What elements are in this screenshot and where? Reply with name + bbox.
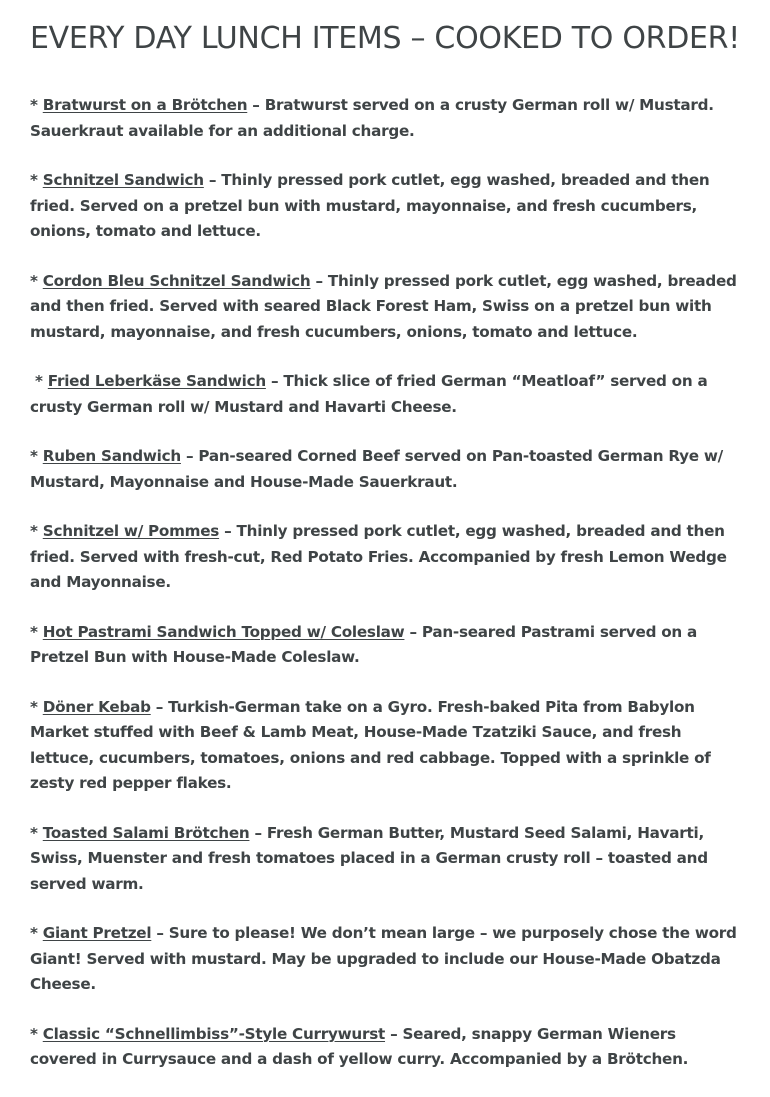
item-name: Hot Pastrami Sandwich Topped w/ Coleslaw xyxy=(42,622,405,641)
page-title: EVERY DAY LUNCH ITEMS – COOKED TO ORDER! xyxy=(30,21,740,56)
item-description: Thinly pressed pork cutlet, egg washed, breaded and then fried. Served on a pretzel bun with mustard, mayonnaise, and fresh cucumbers, onions, tomato and lettuce. xyxy=(30,171,710,240)
separator: – xyxy=(265,372,284,390)
menu-item xyxy=(30,695,745,797)
menu-item xyxy=(30,519,745,596)
menu-item xyxy=(30,369,745,420)
bullet: * xyxy=(30,271,38,290)
separator: – xyxy=(404,622,422,641)
menu-list xyxy=(30,93,745,1073)
menu-item xyxy=(30,93,745,144)
menu-item xyxy=(30,620,745,671)
bullet: * xyxy=(30,171,38,189)
item-description: Thinly pressed pork cutlet, egg washed, breaded and then fried. Served with fresh-cut, Red Potato Fries. Accompanied by fresh Lemon Wedge and Mayonnaise. xyxy=(30,522,727,591)
item-name: Döner Kebab xyxy=(42,697,151,716)
item-description: Seared, snappy German Wieners covered in Currysauce and a dash of yellow curry. Accompanied by a Brötchen. xyxy=(30,1024,689,1068)
item-name: Ruben Sandwich xyxy=(42,447,181,465)
menu-content xyxy=(30,18,745,1097)
menu-item xyxy=(30,821,745,898)
item-description: Pan-seared Corned Beef served on Pan-toasted German Rye w/ Mustard, Mayonnaise and House-Made Sauerkraut. xyxy=(30,447,723,491)
menu-item xyxy=(30,269,745,346)
item-description: Thinly pressed pork cutlet, egg washed, breaded and then fried. Served with seared Black Forest Ham, Swiss on a pretzel bun with mustard, mayonnaise, and fresh cucumbers, onions, tomato and lettuce. xyxy=(30,271,737,341)
bullet: * xyxy=(30,1024,38,1043)
separator: – xyxy=(150,697,169,716)
separator: – xyxy=(385,1024,403,1043)
separator: – xyxy=(151,924,169,942)
menu-item xyxy=(30,921,745,998)
separator: – xyxy=(247,96,265,114)
menu-item xyxy=(30,1022,745,1073)
item-description: Turkish-German take on a Gyro. Fresh-baked Pita from Babylon Market stuffed with Beef & Lamb Meat, House-Made Tzatziki Sauce, and fresh lettuce, cucumbers, tomatoes, onions and red cabbage. Topped with a sprinkle of zesty red pepper flakes. xyxy=(30,697,711,792)
item-description: Sure to please! We don’t mean large – we purposely chose the word Giant! Served with mustard. May be upgraded to include our House-Made Obatzda Cheese. xyxy=(30,924,737,993)
item-description: Thick slice of fried German “Meatloaf” served on a crusty German roll w/ Mustard and Havarti Cheese. xyxy=(30,372,708,416)
separator: – xyxy=(310,271,328,290)
bullet: * xyxy=(30,697,38,716)
item-name: Toasted Salami Brötchen xyxy=(42,823,250,842)
item-name: Bratwurst on a Brötchen xyxy=(42,96,248,114)
bullet: * xyxy=(30,924,38,942)
bullet: * xyxy=(30,447,38,465)
separator: – xyxy=(249,823,267,842)
item-name: Schnitzel w/ Pommes xyxy=(42,522,220,540)
item-description: Pan-seared Pastrami served on a Pretzel Bun with House-Made Coleslaw. xyxy=(30,622,698,666)
bullet: * xyxy=(30,823,38,842)
item-name: Cordon Bleu Schnitzel Sandwich xyxy=(42,271,311,290)
bullet: * xyxy=(30,96,38,114)
item-description: Fresh German Butter, Mustard Seed Salami, Havarti, Swiss, Muenster and fresh tomatoes placed in a German crusty roll – toasted and served warm. xyxy=(30,823,708,893)
bullet: * xyxy=(30,622,38,641)
separator: – xyxy=(219,522,237,540)
menu-item xyxy=(30,444,745,495)
separator: – xyxy=(180,447,199,465)
menu-item xyxy=(30,168,745,245)
item-name: Fried Leberkäse Sandwich xyxy=(47,372,266,390)
item-description: Bratwurst served on a crusty German roll w/ Mustard. Sauerkraut available for an additional charge. xyxy=(30,96,714,140)
separator: – xyxy=(203,171,222,189)
item-name: Giant Pretzel xyxy=(42,924,152,942)
bullet: * xyxy=(35,372,43,390)
item-name: Schnitzel Sandwich xyxy=(42,171,204,189)
bullet: * xyxy=(30,522,38,540)
item-name: Classic “Schnellimbiss”-Style Currywurst xyxy=(42,1024,386,1043)
